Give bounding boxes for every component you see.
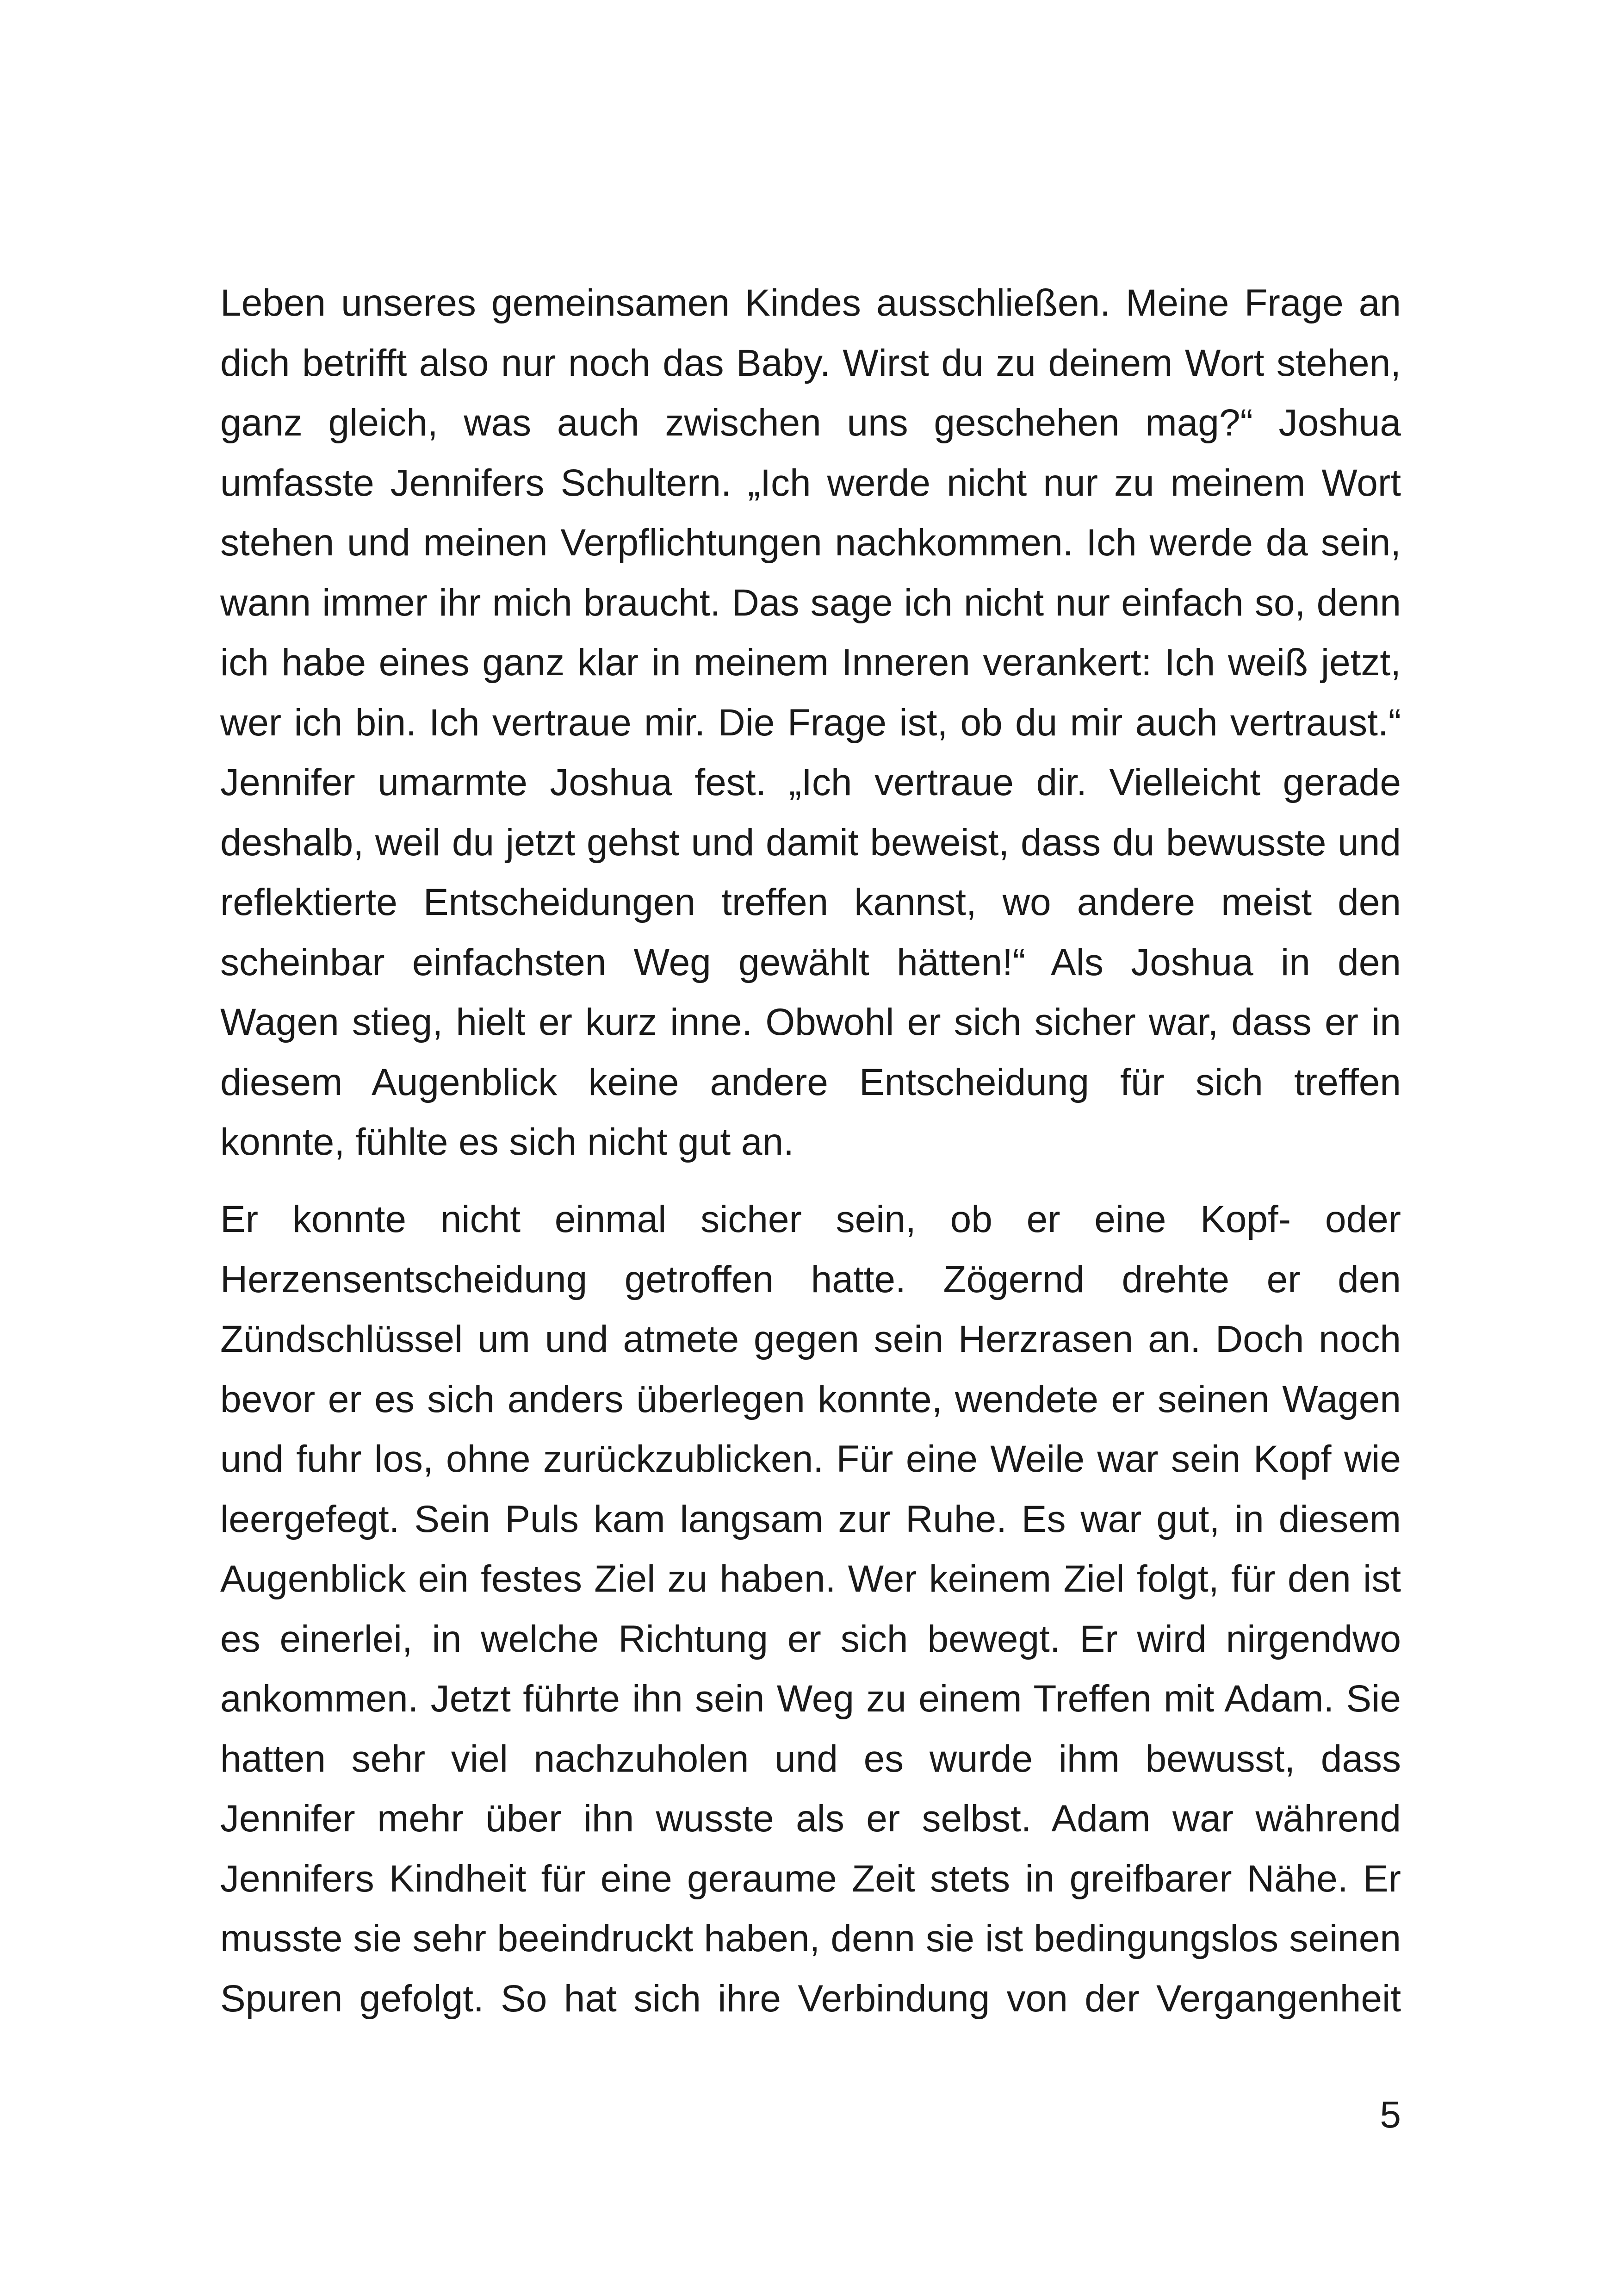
- text-line: Spuren gefolgt. So hat sich ihre Verbindung von der Vergangenheit: [220, 1977, 1401, 2020]
- text-line: Augenblick ein festes Ziel zu haben. Wer keinem Ziel folgt, für den ist: [220, 1558, 1401, 1600]
- text-line: deshalb, weil du jetzt gehst und damit beweist, dass du bewusste und: [220, 821, 1401, 864]
- text-line: musste sie sehr beeindruckt haben, denn sie ist bedingungslos seinen: [220, 1917, 1401, 1960]
- text-line: diesem Augenblick keine andere Entscheidung für sich treffen: [220, 1061, 1401, 1103]
- text-line: Herzensentscheidung getroffen hatte. Zögernd drehte er den: [220, 1258, 1401, 1300]
- text-line: reflektierte Entscheidungen treffen kannst, wo andere meist den: [220, 881, 1401, 923]
- text-line: bevor er es sich anders überlegen konnte, wendete er seinen Wagen: [220, 1378, 1401, 1420]
- text-line: Jennifer mehr über ihn wusste als er selbst. Adam war während: [220, 1798, 1401, 1840]
- text-line: wann immer ihr mich braucht. Das sage ich nicht nur einfach so, denn: [220, 581, 1401, 624]
- paragraph-2: [220, 1189, 1401, 2028]
- text-line: wer ich bin. Ich vertraue mir. Die Frage ist, ob du mir auch vertraust.“: [220, 701, 1401, 744]
- text-line: konnte, fühlte es sich nicht gut an.: [220, 1121, 794, 1163]
- text-line: dich betrifft also nur noch das Baby. Wirst du zu deinem Wort stehen,: [220, 342, 1401, 384]
- text-line: Er konnte nicht einmal sicher sein, ob er eine Kopf- oder: [220, 1198, 1401, 1240]
- text-line: stehen und meinen Verpflichtungen nachkommen. Ich werde da sein,: [220, 522, 1401, 564]
- text-line: Leben unseres gemeinsamen Kindes ausschließen. Meine Frage an: [220, 282, 1401, 324]
- text-line: Wagen stieg, hielt er kurz inne. Obwohl er sich sicher war, dass er in: [220, 1001, 1401, 1043]
- text-line: umfasste Jennifers Schultern. „Ich werde nicht nur zu meinem Wort: [220, 461, 1401, 504]
- page-number: 5: [1380, 2094, 1401, 2136]
- text-line: es einerlei, in welche Richtung er sich bewegt. Er wird nirgendwo: [220, 1618, 1401, 1660]
- paragraph-1: [220, 273, 1401, 1172]
- text-line: ankommen. Jetzt führte ihn sein Weg zu einem Treffen mit Adam. Sie: [220, 1678, 1401, 1720]
- text-line: leergefegt. Sein Puls kam langsam zur Ruhe. Es war gut, in diesem: [220, 1498, 1401, 1540]
- text-line: Zündschlüssel um und atmete gegen sein Herzrasen an. Doch noch: [220, 1318, 1401, 1360]
- text-line: hatten sehr viel nachzuholen und es wurde ihm bewusst, dass: [220, 1737, 1401, 1780]
- text-line: ich habe eines ganz klar in meinem Inneren verankert: Ich weiß jetzt,: [220, 641, 1401, 684]
- text-line: und fuhr los, ohne zurückzublicken. Für eine Weile war sein Kopf wie: [220, 1438, 1401, 1480]
- text-line: Jennifer umarmte Joshua fest. „Ich vertraue dir. Vielleicht gerade: [220, 761, 1401, 803]
- text-line: Jennifers Kindheit für eine geraume Zeit stets in greifbarer Nähe. Er: [220, 1857, 1401, 1900]
- text-line: scheinbar einfachsten Weg gewählt hätten!“ Als Joshua in den: [220, 941, 1401, 983]
- text-line: ganz gleich, was auch zwischen uns geschehen mag?“ Joshua: [220, 402, 1401, 444]
